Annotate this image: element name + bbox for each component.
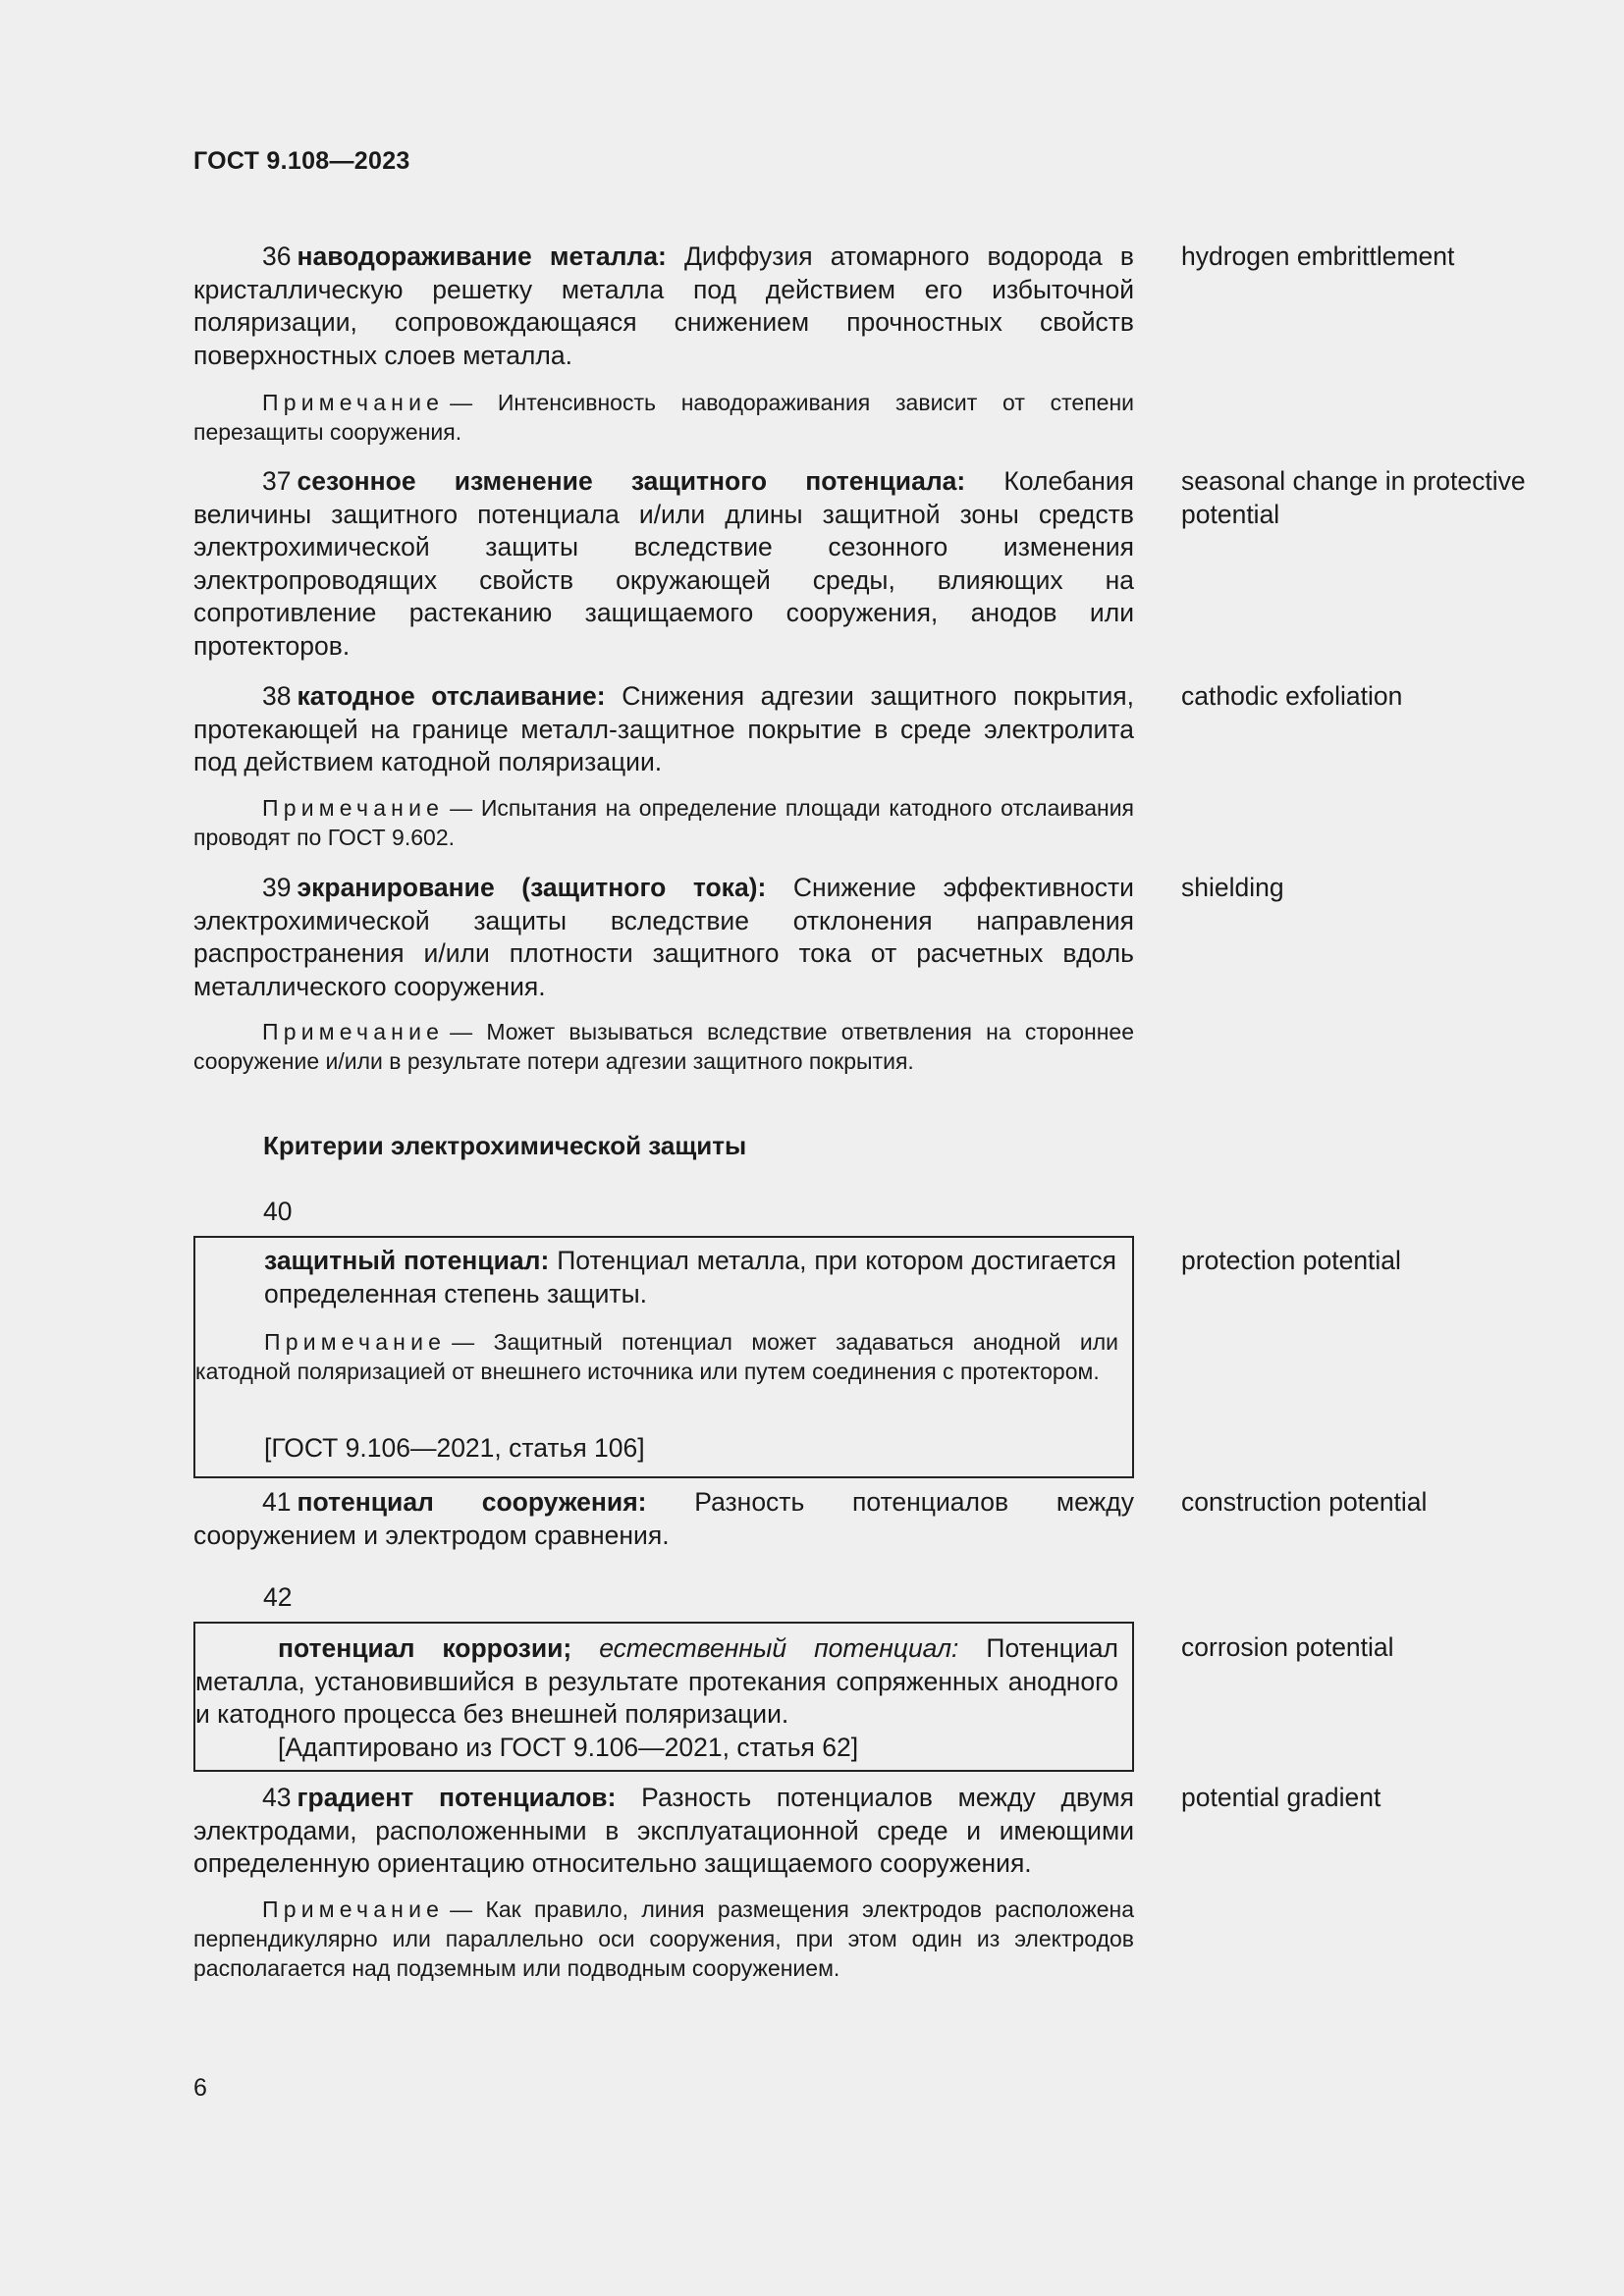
note-label: Примечание (264, 1329, 447, 1355)
english-equivalent-41: construction potential (1181, 1487, 1428, 1517)
term-definition-box (195, 1245, 1132, 1310)
note-39 (193, 1017, 1134, 1076)
term-entry-43 (193, 1782, 1134, 1881)
section-heading: Критерии электрохимической защиты (263, 1131, 747, 1160)
term-name: экранирование (защитного тока): (297, 873, 767, 902)
english-equivalent-40: protection potential (1181, 1246, 1401, 1275)
term-definition: Снижения адгезии защитного покрытия, протекающей на границе металл-защитное покрытие в среде электролита под действием катодной поляризации. (193, 681, 1134, 776)
note-text: — Защитный потенциал может задаваться анодной или катодной поляризацией от внешнего источника или путем соединения с протектором. (195, 1329, 1118, 1384)
english-equivalent-39: shielding (1181, 873, 1284, 902)
term-entry-39 (193, 872, 1134, 1003)
source-reference: [ГОСТ 9.106—2021, статья 106] (264, 1433, 645, 1463)
term-name: катодное отслаивание: (297, 681, 606, 711)
term-definition: Потенциал металла, установившийся в результате протекания сопряженных анодного и катодного процесса без внешней поляризации. (195, 1633, 1118, 1729)
term-definition: Снижение эффективности электрохимической защиты вследствие отклонения направления распространения и/или плотности защитного тока от расчетных вдоль металлического сооружения. (193, 873, 1134, 1001)
term-name: потенциал сооружения: (297, 1487, 647, 1517)
document-header: ГОСТ 9.108—2023 (193, 147, 410, 175)
note-36 (193, 388, 1134, 447)
term-entry-37 (193, 465, 1134, 663)
term-name: потенциал коррозии; (278, 1633, 572, 1663)
note-label: Примечание (262, 390, 445, 415)
entry-number: 38 (262, 681, 292, 711)
term-definition: Разность потенциалов между сооружением и электродом сравнения. (193, 1487, 1134, 1550)
english-equivalent-38: cathodic exfoliation (1181, 681, 1403, 711)
entry-number: 43 (262, 1783, 292, 1812)
english-equivalent-37: seasonal change in protective potential (1181, 466, 1526, 529)
term-definition-box (195, 1632, 1132, 1732)
english-equivalent-42: corrosion potential (1181, 1632, 1394, 1662)
entry-number-40: 40 (263, 1197, 293, 1226)
entry-number: 39 (262, 873, 292, 902)
term-entry-38 (193, 680, 1134, 779)
note-text: — Испытания на определение площади катодного отслаивания проводят по ГОСТ 9.602. (193, 795, 1134, 850)
term-synonym: естественный потенциал: (599, 1633, 959, 1663)
page-number: 6 (193, 2074, 207, 2102)
term-definition: Потенциал металла, при котором достигается определенная степень защиты. (264, 1246, 1116, 1308)
term-definition: Колебания величины защитного потенциала и/или длины защитной зоны средств электрохимической защиты вследствие сезонного изменения электропроводящих свойств окружающей среды, влияющих на сопротивление растеканию защищаемого сооружения, анодов или протекторов. (193, 466, 1134, 661)
term-name: наводораживание металла: (297, 241, 667, 271)
entry-number: 36 (262, 241, 292, 271)
term-definition: Диффузия атомарного водорода в кристаллическую решетку металла под действием его избыточной поляризации, сопровождающаяся снижением прочностных свойств поверхностных слоев металла. (193, 241, 1134, 370)
note-text: — Интенсивность наводораживания зависит от степени перезащиты сооружения. (193, 390, 1134, 445)
english-equivalent-43: potential gradient (1181, 1783, 1381, 1812)
note-38 (193, 793, 1134, 852)
entry-number-42: 42 (263, 1582, 293, 1612)
note-text: — Как правило, линия размещения электродов расположена перпендикулярно или параллельно оси сооружения, при этом один из электродов располагается над подземным или подводным сооружением. (193, 1896, 1134, 1981)
note-43 (193, 1895, 1134, 1983)
source-reference: [Адаптировано из ГОСТ 9.106—2021, статья 62] (278, 1733, 859, 1762)
note-label: Примечание (262, 1896, 445, 1922)
term-entry-41 (193, 1486, 1134, 1552)
note-label: Примечание (262, 1019, 445, 1044)
note-40 (195, 1327, 1132, 1386)
term-name: сезонное изменение защитного потенциала: (297, 466, 966, 496)
term-name: защитный потенциал: (264, 1246, 550, 1275)
english-equivalent-36: hydrogen embrittlement (1181, 241, 1455, 271)
term-box-40 (193, 1236, 1134, 1478)
note-label: Примечание (262, 795, 445, 821)
entry-number: 37 (262, 466, 292, 496)
entry-number: 41 (262, 1487, 292, 1517)
term-definition: Разность потенциалов между двумя электродами, расположенными в эксплуатационной среде и имеющими определенную ориентацию относительно защищаемого сооружения. (193, 1783, 1134, 1878)
term-name: градиент потенциалов: (297, 1783, 617, 1812)
term-box-42 (193, 1622, 1134, 1772)
term-entry-36 (193, 240, 1134, 372)
note-text: — Может вызываться вследствие ответвления на стороннее сооружение и/или в результате потери адгезии защитного покрытия. (193, 1019, 1134, 1074)
